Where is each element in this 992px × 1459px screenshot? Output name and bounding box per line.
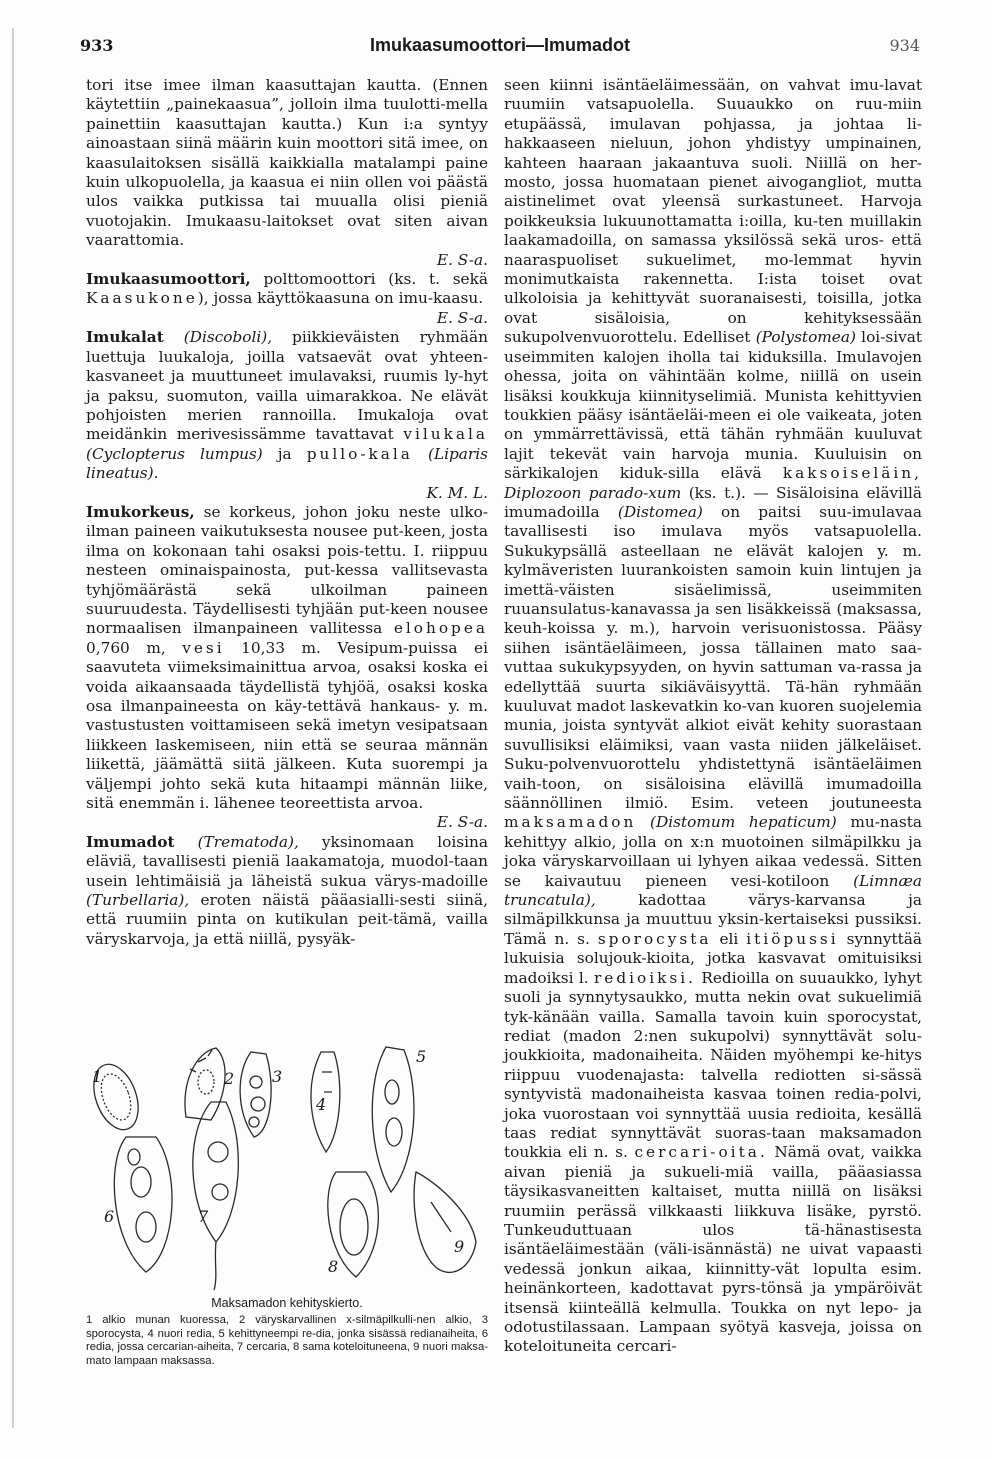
binding-edge xyxy=(12,28,14,1428)
figure-developed-redia xyxy=(372,1047,414,1192)
figure-label: 8 xyxy=(328,1257,339,1276)
left-column xyxy=(86,76,488,949)
entry-imukaasumoottori: Imukaasumoottori, polttomoottori (ks. t. sekä Kaasukone), jossa käyttökaasuna on imu-kaasu. E. S-a. xyxy=(86,270,488,327)
entry-imukorkeus: Imukorkeus, se korkeus, johon joku neste ulko-ilman paineen vaikutuksesta nousee put-keen, josta ilma on kokonaan tahi osaksi pois-tettu. I. riippuu nesteen ominaispainosta, put-kessa vallitsevasta tyhjömäärästä sekä ulkoilman paineen suuruudesta. Täydellisesti tyhjään put-keen nousee normaalisen ilmanpaineen vallitessa elohopea 0,760 m, vesi 10,33 m. Vesipum-puissa ei saavuteta viimeksimainittua arvoa, osaksi koska ei voida aikaansaada täydellistä tyhjöä, osaksi koska osa ilmanpaineesta on käy-tettävä hankaus- y. m. vastustusten voittamiseen sekä imetyn vesipatsaan liikkeen laskemiseen, niin että se seuraa männän liikettä, jäämättä siitä jälkeen. Kuta suorempi ja väljempi johto sekä kuta hitaampi männän liike, sitä enemmän i. lähenee teoreettista arvoa. E. S-a. xyxy=(86,502,488,832)
figure-caption: 1 alkio munan kuoressa, 2 väryskarvallinen x-silmäpilkulli-nen alkio, 3 sporocysta, 4 nuori redia, 5 kehittyneempi re-dia, jonka sisässä redianaiheita, 6 redia, jossa cercarian-aiheita, 7 cercaria, 8 sama koteloituneena, 9 nuori maksa-mato lampaan maksassa. xyxy=(86,1314,488,1367)
figure-label: 9 xyxy=(454,1237,465,1256)
figure-label: 5 xyxy=(416,1047,427,1066)
figure-label: 4 xyxy=(316,1095,327,1114)
figure-cercaria xyxy=(193,1102,239,1290)
figure-redia-with-cercariae xyxy=(114,1137,172,1272)
entry-imumadot-continued: seen kiinni isäntäeläimessään, on vahvat imu-lavat ruumiin vatsapuolella. Suuaukko on ruu-miin etupäässä, imulavan pohjassa, ja johtaa li-hakkaaseen nieluun, johon yhdistyy umpinainen, kahteen haaraan jakaantuva suoli. Niillä on her-mosto, jossa huomataan pienet aivogangliot, mutta aistinelimet ovat yleensä surkastuneet. Harvoja poikkeuksia lukuunottamatta i:oilla, ku-ten muillakin laakamadoilla, on samassa yksilössä sekä uros- että naaraspuoliset sukuelimet, mo-lemmat hyvin monimutkaista rakennetta. I:ista toiset ovat ulkoloisia ja kehittyvät suoranaisesti, toisilla, jotka ovat sisäloisia, on kehityksessään sukupolvenvuorottelu. Edelliset (Polystomea) loi-sivat useimmiten kalojen iholla tai kiduksilla. Imulavojen ohessa, joita on vähintään kolme, niillä on usein lisäksi koukkuja kiinnityselimiä. Munista kehittyvien toukkien pääsy isäntäeläi-meen ei ole vaikeata, joten on ymmärrettävissä, että tähän ryhmään kuuluvat lajit tekevät vain harvoja munia. Kuuluisin on särkikalojen kiduk-silla elävä kaksoiseläin, Diplozoon parado-xum (ks. t.). — Sisäloisina elävillä imumadoilla (Distomea) on paitsi suu-imulavaa tavallisesti iso imulava myös vatsapuolella. Sukukypsällä asteellaan ne elävät kalojen y. m. kylmäveristen luurankoisten samoin kuin lintujen ja imettä-väisten sisäelimissä, useimmiten ruuansulatus-kanavassa ja sen lisäkkeissä (maksassa, keuh-koissa y. m.), harvoin verisuonistossa. Pääsy siihen isäntäeläimeen, jossa tällainen mato saa-vuttaa sukukypsyyden, on hyvin sattuman va-rassa ja edellyttää suurta sikiäväisyyttä. Tä-hän ryhmään kuuluvat madot laskevatkin ko-van kuoren suojelemia munia, joista syntyvät alkiot eivät kehity suorastaan suvullisiksi eläimiksi, vaan vasta niiden jälkeläiset. Suku-polvenvuorottelu yhdistettynä isäntäeläimen vaih-toon, on sisäloisina elävillä imumadoilla säännöllinen ilmiö. Esim. veteen joutuneesta maksamadon (Distomum hepaticum) mu-nasta kehittyy alkio, jolla on x:n muotoinen silmäpilkku ja joka väryskarvoillaan ui lyhyen aikaa vedessä. Sitten se kaivautuu pieneen vesi-kotiloon (Limnæa truncatula), kadottaa värys-karvansa ja silmäpilkkunsa ja muuttuu yksin-kertaiseksi pussiksi. Tämä n. s. sporocysta eli itiöpussi synnyttää lukuisia solujouk-kioita, jotka kasvavat omituisiksi madoiksi l. redioiksi. Redioilla on suuaukko, lyhyt suoli ja synnytysaukko, mutta nekin ovat sukuelimiä tyk-känään vailla. Samalla tavoin kuin sporocystat, rediat (madon 2:nen sukupolvi) synnyttävät solu-joukkioita, madonaiheita. Näiden myöhempi ke-hitys riippuu vuodenajasta: talvella rediotten si-sässä syntyvistä madonaiheista kasvaa toinen redia-polvi, joka vuorostaan voi synnyttää uusia redioita, kesällä taas rediat synnyttävät suoras-taan maksamadon toukkia eli n. s. cercari-oita. Nämä ovat, vaikka aivan pieniä ja sukueli-miä vailla, pääasiassa täysikasvaneitten kaltaiset, mutta niillä on lisäksi ruumiin perässä vilkkaasti liikkuva lisäke, pyrstö. Tunkeuduttuaan ulos tä-hänastisesta isäntäeläimestään (väli-isännästä) ne uivat vapaasti vedessä jonkun aikaa, kiinnitty-vät lopulta esim. heinänkorteen, kadottavat pyrs-tönsä ja ympäröivät itsensä kiinteällä kelmulla. Toukka on nyt lepo- ja odotustilassaan. Lampaan syötyä kasveja, joissa on koteloituneita cercari- xyxy=(504,76,923,1356)
entry-imukalat: Imukalat (Discoboli), piikkieväisten ryhmään luettuja luukaloja, joilla vatsaevät ovat yhteen-kasvaneet ja muuttuneet imulavaksi, ruumis ly-hyt ja paksu, suomuton, vailla uimarakkoa. Ne elävät pohjoisten merien rannoilla. Imukaloja ovat meidänkin merivesissämme tavattavat vilukala (Cyclopterus lumpus) ja pullo-kala (Liparis lineatus). K. M. L. xyxy=(86,328,488,502)
page-number-right: 934 xyxy=(889,36,920,55)
author-signature: E. S-a. xyxy=(436,308,488,327)
headword: Imukalat xyxy=(86,328,164,347)
liver-fluke-lifecycle-figure xyxy=(86,1042,488,1292)
headword: Imukorkeus, xyxy=(86,502,195,521)
figure-label: 1 xyxy=(92,1067,103,1086)
figure-sporocyst xyxy=(240,1052,271,1137)
figure-label: 3 xyxy=(272,1067,283,1086)
author-signature: E. S-a. xyxy=(436,813,488,832)
author-signature: K. M. L. xyxy=(426,483,488,502)
figure-young-liver-fluke xyxy=(414,1172,476,1272)
figure-label: 6 xyxy=(104,1207,115,1226)
headword: Imukaasumoottori, xyxy=(86,270,251,289)
figure-label: 7 xyxy=(198,1207,209,1226)
right-column xyxy=(504,76,922,1357)
entry-imumadot: Imumadot (Trematoda), yksinomaan loisina eläviä, tavallisesti pieniä laakamatoja, muodol-taan usein lehtimäisiä ja läheistä sukua värys-madoille (Turbellaria), eroten näistä pääasialli-sesti siinä, että ruumiin pinta on kutikulan peit-tämä, vailla väryskarvoja, ja että niillä, pysyäk- xyxy=(86,832,488,948)
author-signature: E. S-a. xyxy=(436,250,488,269)
running-title: Imukaasumoottori—Imumadot xyxy=(369,35,631,55)
figure-ciliated-embryo xyxy=(185,1048,225,1120)
figure-title: Maksamadon kehityskierto. xyxy=(211,1296,363,1310)
lifecycle-illustration xyxy=(86,1042,488,1292)
entry-continuation: tori itse imee ilman kaasuttajan kautta. (Ennen käytettiin „painekaasua”, jolloin ilma tuulotti-mella painettiin kaasuttajan kautta.) Kun i:a syntyy ainoastaan siinä määrin kuin moottori sitä imee, on kaasulaitoksen sisällä kaikkialla matalampi paine kuin ulkopuolella, ja kaasua ei niin ollen voi päästä ulos vaikka putkissa tai muualla olisi pieniä vuotojakin. Imukaasu-laitokset ovat siten aivan vaarattomia. E. S-a. xyxy=(86,76,488,269)
figure-label: 2 xyxy=(224,1069,235,1088)
page-header xyxy=(80,36,920,60)
page-number-left: 933 xyxy=(80,36,114,55)
headword: Imumadot xyxy=(86,832,175,851)
